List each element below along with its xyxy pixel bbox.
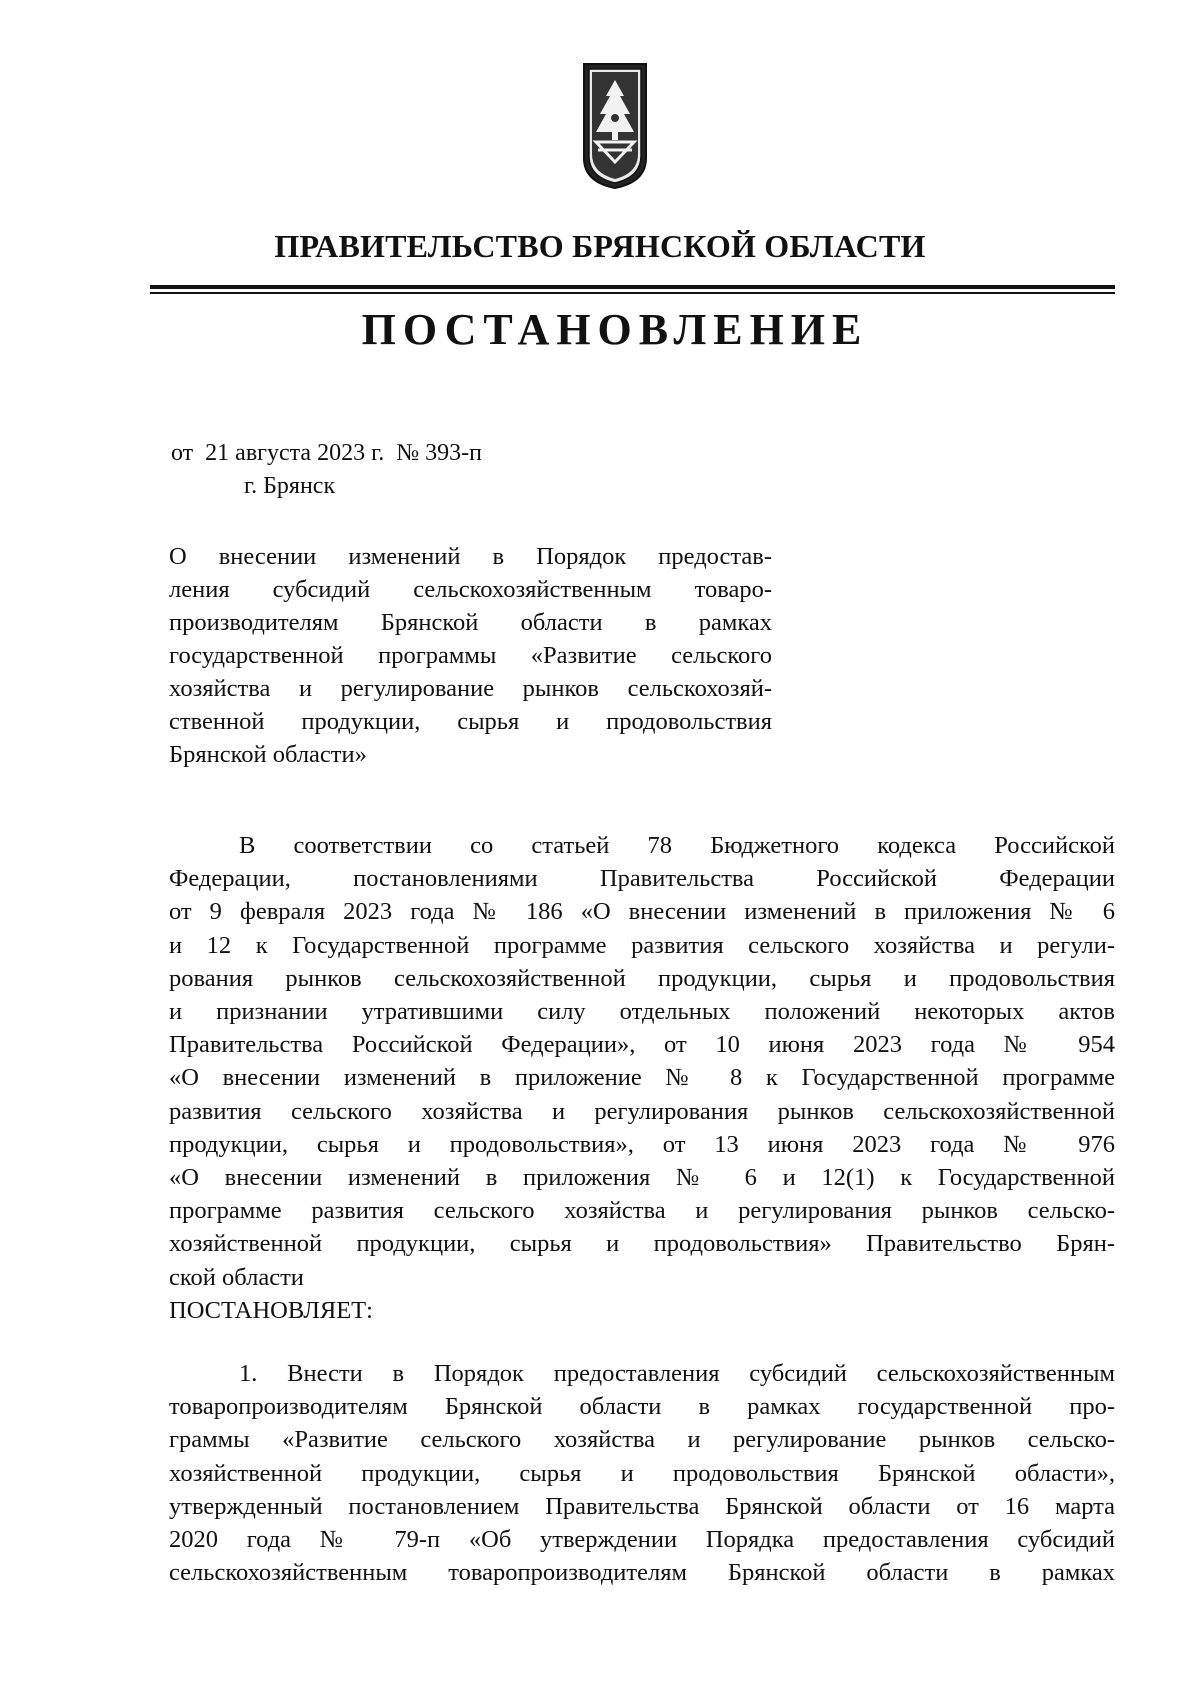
preamble-line: продукции, сырья и продовольствия», от 13 июня 2023 года № 976	[169, 1130, 1115, 1158]
coat-of-arms-icon	[576, 58, 654, 190]
preamble-line: и признании утратившими силу отдельных положений некоторых актов	[169, 998, 1115, 1026]
resolves-label: ПОСТАНОВЛЯЕТ:	[169, 1296, 373, 1324]
subject-line: О внесении изменений в Порядок предостав-	[169, 543, 772, 570]
document-type-title: ПОСТАНОВЛЕНИЕ	[361, 305, 869, 354]
date-and-number: от 21 августа 2023 г. № 393-п	[171, 440, 482, 466]
item-1-line: граммы «Развитие сельского хозяйства и регулирование рынков сельско-	[169, 1426, 1115, 1454]
subject-line: Брянской области»	[169, 741, 367, 768]
preamble-line: ской области	[169, 1263, 304, 1291]
item-1-line: утвержденный постановлением Правительства Брянской области от 16 марта	[169, 1492, 1115, 1520]
preamble-line: Федерации, постановлениями Правительства Российской Федерации	[169, 865, 1115, 893]
subject-line: производителям Брянской области в рамках	[169, 609, 772, 636]
preamble-line: «О внесении изменений в приложение № 8 к Государственной программе	[169, 1064, 1115, 1092]
preamble-line: хозяйственной продукции, сырья и продовольствия» Правительство Брян-	[169, 1230, 1115, 1258]
document-subject	[169, 540, 772, 771]
header-divider-thin	[150, 292, 1115, 294]
item-1-line: 1. Внести в Порядок предоставления субсидий сельскохозяйственным	[239, 1360, 1115, 1388]
subject-line: ственной продукции, сырья и продовольствия	[169, 708, 772, 735]
subject-line: государственной программы «Развитие сельского	[169, 642, 772, 669]
city: г. Брянск	[244, 473, 336, 499]
preamble-line: рования рынков сельскохозяйственной продукции, сырья и продовольствия	[169, 964, 1115, 992]
subject-line: хозяйства и регулирование рынков сельскохозяй-	[169, 675, 772, 702]
preamble-line: «О внесении изменений в приложения № 6 и 12(1) к Государственной	[169, 1164, 1115, 1192]
item-1-line: хозяйственной продукции, сырья и продовольствия Брянской области»,	[169, 1459, 1115, 1487]
preamble-line: развития сельского хозяйства и регулирования рынков сельскохозяйственной	[169, 1097, 1115, 1125]
preamble-line: В соответствии со статьей 78 Бюджетного кодекса Российской	[239, 832, 1115, 859]
item-1-line: товаропроизводителям Брянской области в рамках государственной про-	[169, 1393, 1115, 1421]
preamble-line: Правительства Российской Федерации», от 10 июня 2023 года № 954	[169, 1031, 1115, 1059]
document-body	[169, 829, 1115, 1589]
organization-title: ПРАВИТЕЛЬСТВО БРЯНСКОЙ ОБЛАСТИ	[274, 228, 926, 264]
preamble-line: от 9 февраля 2023 года № 186 «О внесении изменений в приложения № 6	[169, 898, 1115, 926]
item-1-line: 2020 года № 79-п «Об утверждении Порядка предоставления субсидий	[169, 1526, 1115, 1554]
preamble-line: и 12 к Государственной программе развития сельского хозяйства и регули-	[169, 931, 1115, 959]
preamble-line: программе развития сельского хозяйства и регулирования рынков сельско-	[169, 1197, 1115, 1225]
subject-line: ления субсидий сельскохозяйственным товаро-	[169, 576, 772, 603]
header-divider-thick	[150, 285, 1115, 289]
item-1-line: сельскохозяйственным товаропроизводителям Брянской области в рамках	[169, 1559, 1115, 1587]
